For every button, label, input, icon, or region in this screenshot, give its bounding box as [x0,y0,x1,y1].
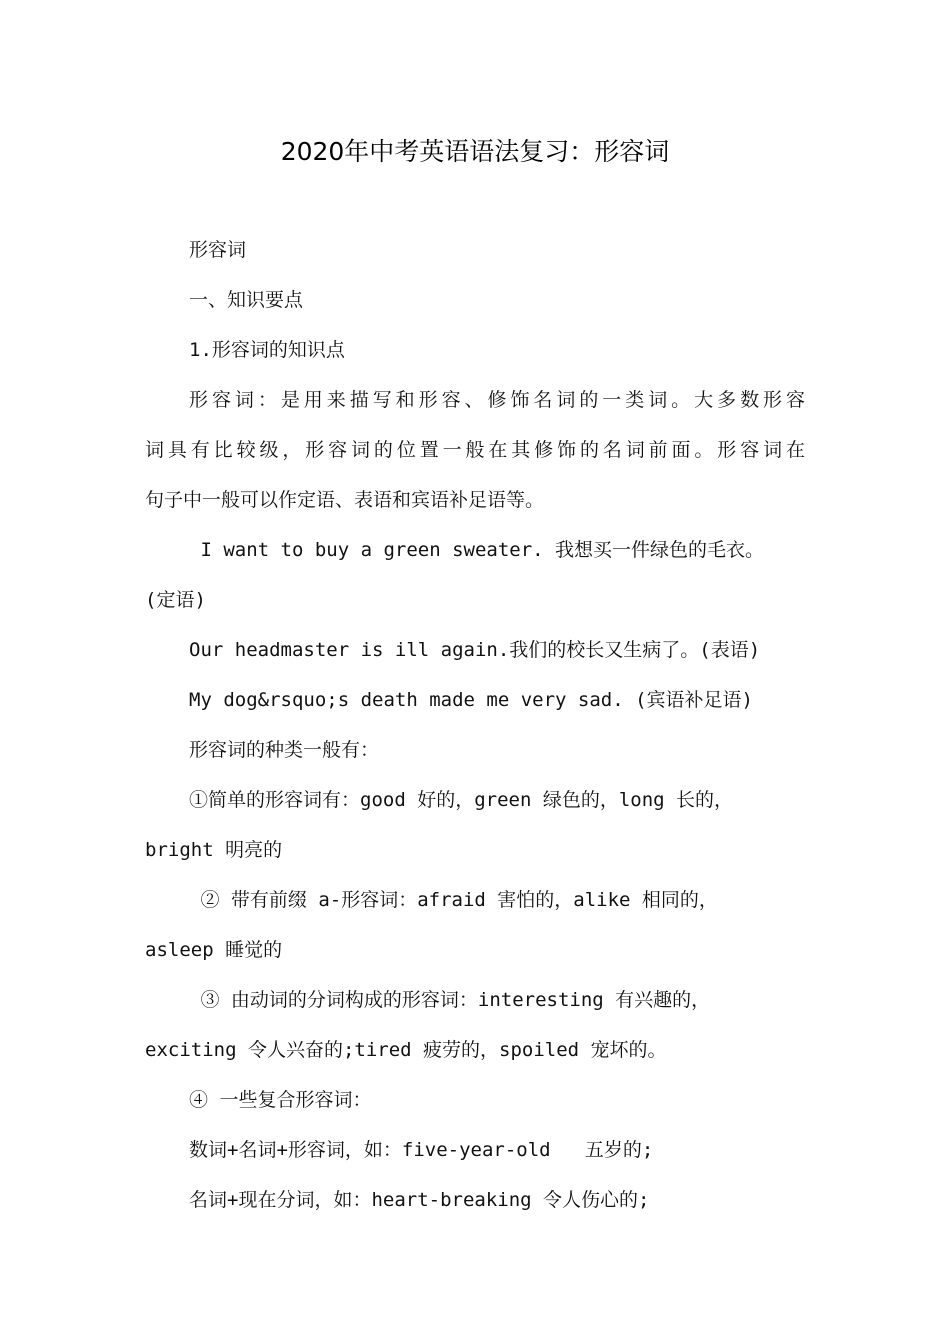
list-item: bright 明亮的 [145,839,283,861]
list-item: 数词+名词+形容词，如：five-year-old 五岁的; [189,1139,654,1161]
document-title: 2020年中考英语语法复习：形容词 [280,137,670,166]
list-item: ④ 一些复合形容词： [189,1089,372,1111]
subsection-heading: 一、知识要点 [189,289,304,311]
paragraph-line: 形容词：是用来描写和形容、修饰名词的一类词。大多数形容 [189,389,805,411]
point-heading: 1.形容词的知识点 [189,339,345,361]
example-sentence: (定语) [145,589,206,611]
paragraph-line: 词具有比较级，形容词的位置一般在其修饰的名词前面。形容词在 [145,439,805,461]
list-item: exciting 令人兴奋的;tired 疲劳的，spoiled 宠坏的。 [145,1039,667,1061]
section-heading: 形容词 [189,239,247,261]
paragraph-line: 句子中一般可以作定语、表语和宾语补足语等。 [145,489,545,511]
example-sentence: Our headmaster is ill again.我们的校长又生病了。(表语) [189,639,761,661]
list-item: 名词+现在分词，如：heart-breaking 令人伤心的; [189,1189,650,1211]
list-item: ② 带有前缀 a-形容词：afraid 害怕的，alike 相同的， [189,889,718,911]
list-item: asleep 睡觉的 [145,939,283,961]
list-item: ①简单的形容词有：good 好的，green 绿色的，long 长的， [189,789,734,811]
paragraph-line: 形容词的种类一般有： [189,739,380,761]
list-item: ③ 由动词的分词构成的形容词：interesting 有兴趣的， [189,989,711,1011]
example-sentence: My dog&rsquo;s death made me very sad. (宾语补足语) [189,689,753,711]
example-sentence: I want to buy a green sweater. 我想买一件绿色的毛衣。 [189,539,765,561]
